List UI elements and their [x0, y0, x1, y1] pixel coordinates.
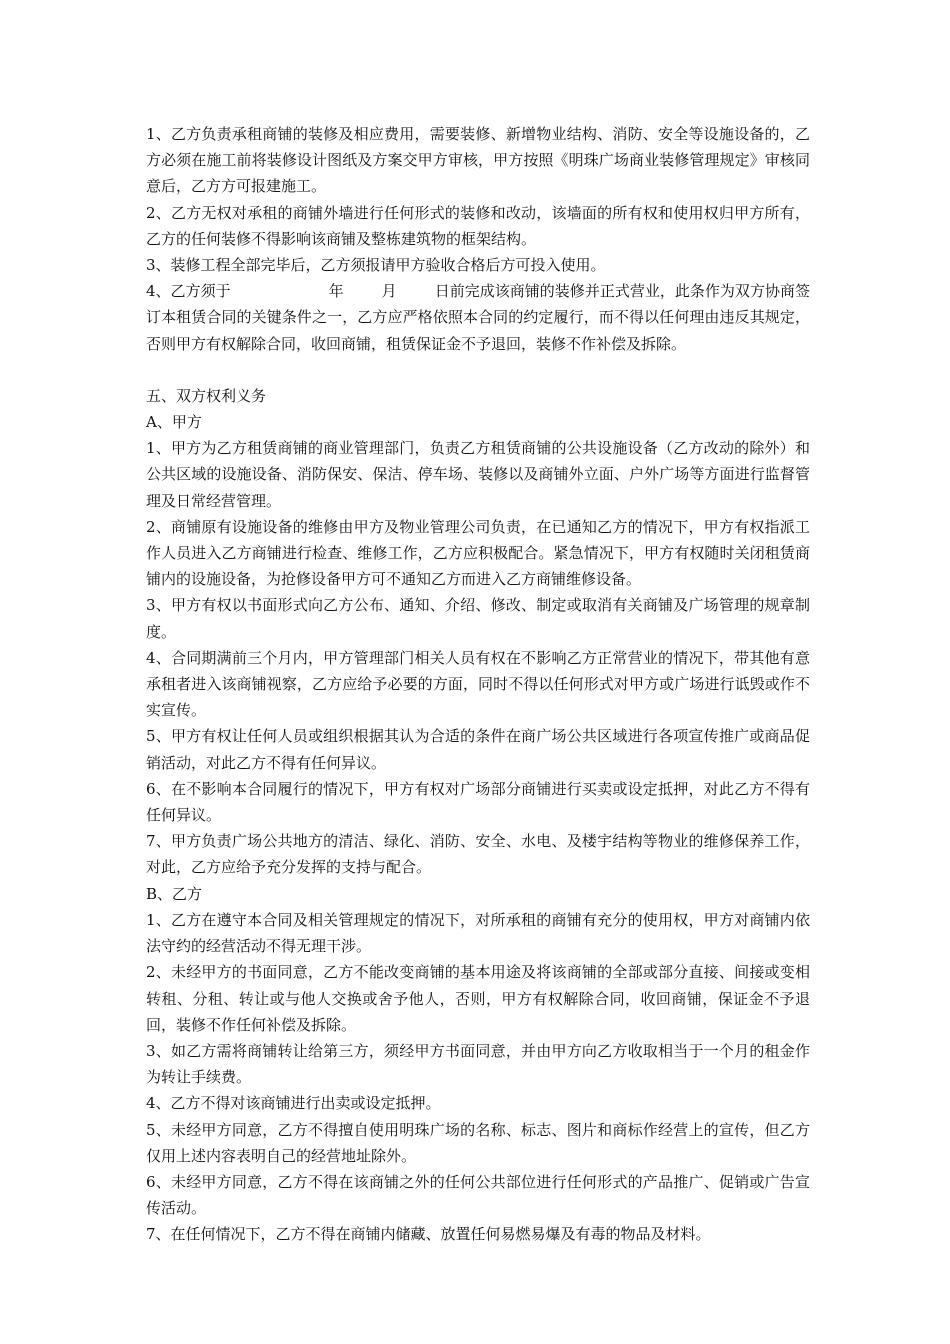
party-b-item-4: 4、乙方不得对该商铺进行出卖或设定抵押。	[146, 1094, 441, 1113]
party-a-item-2: 2、商铺原有设施设备的维修由甲方及物业管理公司负责，在已通知乙方的情况下，甲方有权指派工作人员进入乙方商铺进行检查、维修工作，乙方应积极配合。紧急情况下，甲方有权随时关闭租赁商铺内的设施设备，为抢修设备甲方可不通知乙方而进入乙方商铺维修设备。	[146, 517, 810, 589]
decoration-clause-1: 1、乙方负责承租商铺的装修及相应费用，需要装修、新增物业结构、消防、安全等设施设备的，乙方必须在施工前将装修设计图纸及方案交甲方审核，甲方按照《明珠广场商业装修管理规定》审核同意后，乙方方可报建施工。	[146, 125, 810, 196]
party-a-item-1: 1、甲方为乙方租赁商铺的商业管理部门，负责乙方租赁商铺的公共设施设备（乙方改动的除外）和公共区域的设施设备、消防保安、保洁、停车场、装修以及商铺外立面、户外广场等方面进行监督管理及日常经营管理。	[146, 439, 810, 510]
decoration-clause-2: 2、乙方无权对承租的商铺外墙进行任何形式的装修和改动，该墙面的所有权和使用权归甲方所有，乙方的任何装修不得影响该商铺及整栋建筑物的框架结构。	[146, 203, 810, 248]
clause-4-lead: 4、乙方须于	[146, 282, 231, 301]
party-b-heading: B、乙方	[146, 884, 203, 903]
party-b-item-3: 3、如乙方需将商铺转让给第三方，须经甲方书面同意，并由甲方向乙方收取相当于一个月的租金作为转让手续费。	[146, 1041, 810, 1087]
section-gap	[146, 357, 810, 383]
section-heading-rights: 五、双方权利义务	[146, 386, 267, 405]
party-b-item-5: 5、未经甲方同意，乙方不得擅自使用明珠广场的名称、标志、图片和商标作经营上的宣传，但乙方仅用上述内容表明自己的经营地址除外。	[146, 1120, 810, 1165]
month-label: 月	[381, 282, 397, 301]
party-a-heading: A、甲方	[146, 413, 202, 432]
party-b-item-7: 7、在任何情况下，乙方不得在商铺内储藏、放置任何易燃易爆及有毒的物品及材料。	[146, 1225, 711, 1244]
decoration-clause-4	[146, 278, 810, 357]
party-a-item-5: 5、甲方有权让任何人员或组织根据其认为合适的条件在商广场公共区域进行各项宣传推广或商品促销活动，对此乙方不得有任何异议。	[146, 727, 810, 772]
clause-4-rest: 日前完成该商铺的装修并正式营业，此条作为双方协商签订本租赁合同的关键条件之一，乙方应严格依照本合同的约定履行，而不得以任何理由违反其规定，否则甲方有权解除合同，收回商铺，租赁保证金不予退回，装修不作补偿及拆除。	[146, 282, 810, 353]
party-a-item-7: 7、甲方负责广场公共地方的清洁、绿化、消防、安全、水电、及楼宇结构等物业的维修保养工作，对此，乙方应给予充分发挥的支持与配合。	[146, 832, 810, 877]
decoration-clause-3: 3、装修工程全部完毕后，乙方须报请甲方验收合格后方可投入使用。	[146, 256, 606, 275]
party-b-item-6: 6、未经甲方同意，乙方不得在该商铺之外的任何公共部位进行任何形式的产品推广、促销或广告宣传活动。	[146, 1172, 810, 1218]
party-b-item-1: 1、乙方在遵守本合同及相关管理规定的情况下，对所承租的商铺有充分的使用权，甲方对商铺内依法守约的经营活动不得无理干涉。	[146, 910, 810, 956]
party-b-item-2: 2、未经甲方的书面同意，乙方不能改变商铺的基本用途及将该商铺的全部或部分直接、间接或变相转租、分租、转让或与他人交换或舍予他人，否则，甲方有权解除合同，收回商铺，保证金不予退回，装修不作任何补偿及拆除。	[146, 963, 810, 1034]
year-label: 年	[328, 282, 344, 301]
contract-page	[146, 121, 810, 1248]
party-a-item-6: 6、在不影响本合同履行的情况下，甲方有权对广场部分商铺进行买卖或设定抵押，对此乙方不得有任何异议。	[146, 779, 810, 825]
party-a-item-4: 4、合同期满前三个月内，甲方管理部门相关人员有权在不影响乙方正常营业的情况下，带其他有意承租者进入该商铺视察，乙方应给予必要的方面，同时不得以任何形式对甲方或广场进行诋毁或作不实宣传。	[146, 648, 810, 720]
party-a-item-3: 3、甲方有权以书面形式向乙方公布、通知、介绍、修改、制定或取消有关商铺及广场管理的规章制度。	[146, 596, 810, 641]
